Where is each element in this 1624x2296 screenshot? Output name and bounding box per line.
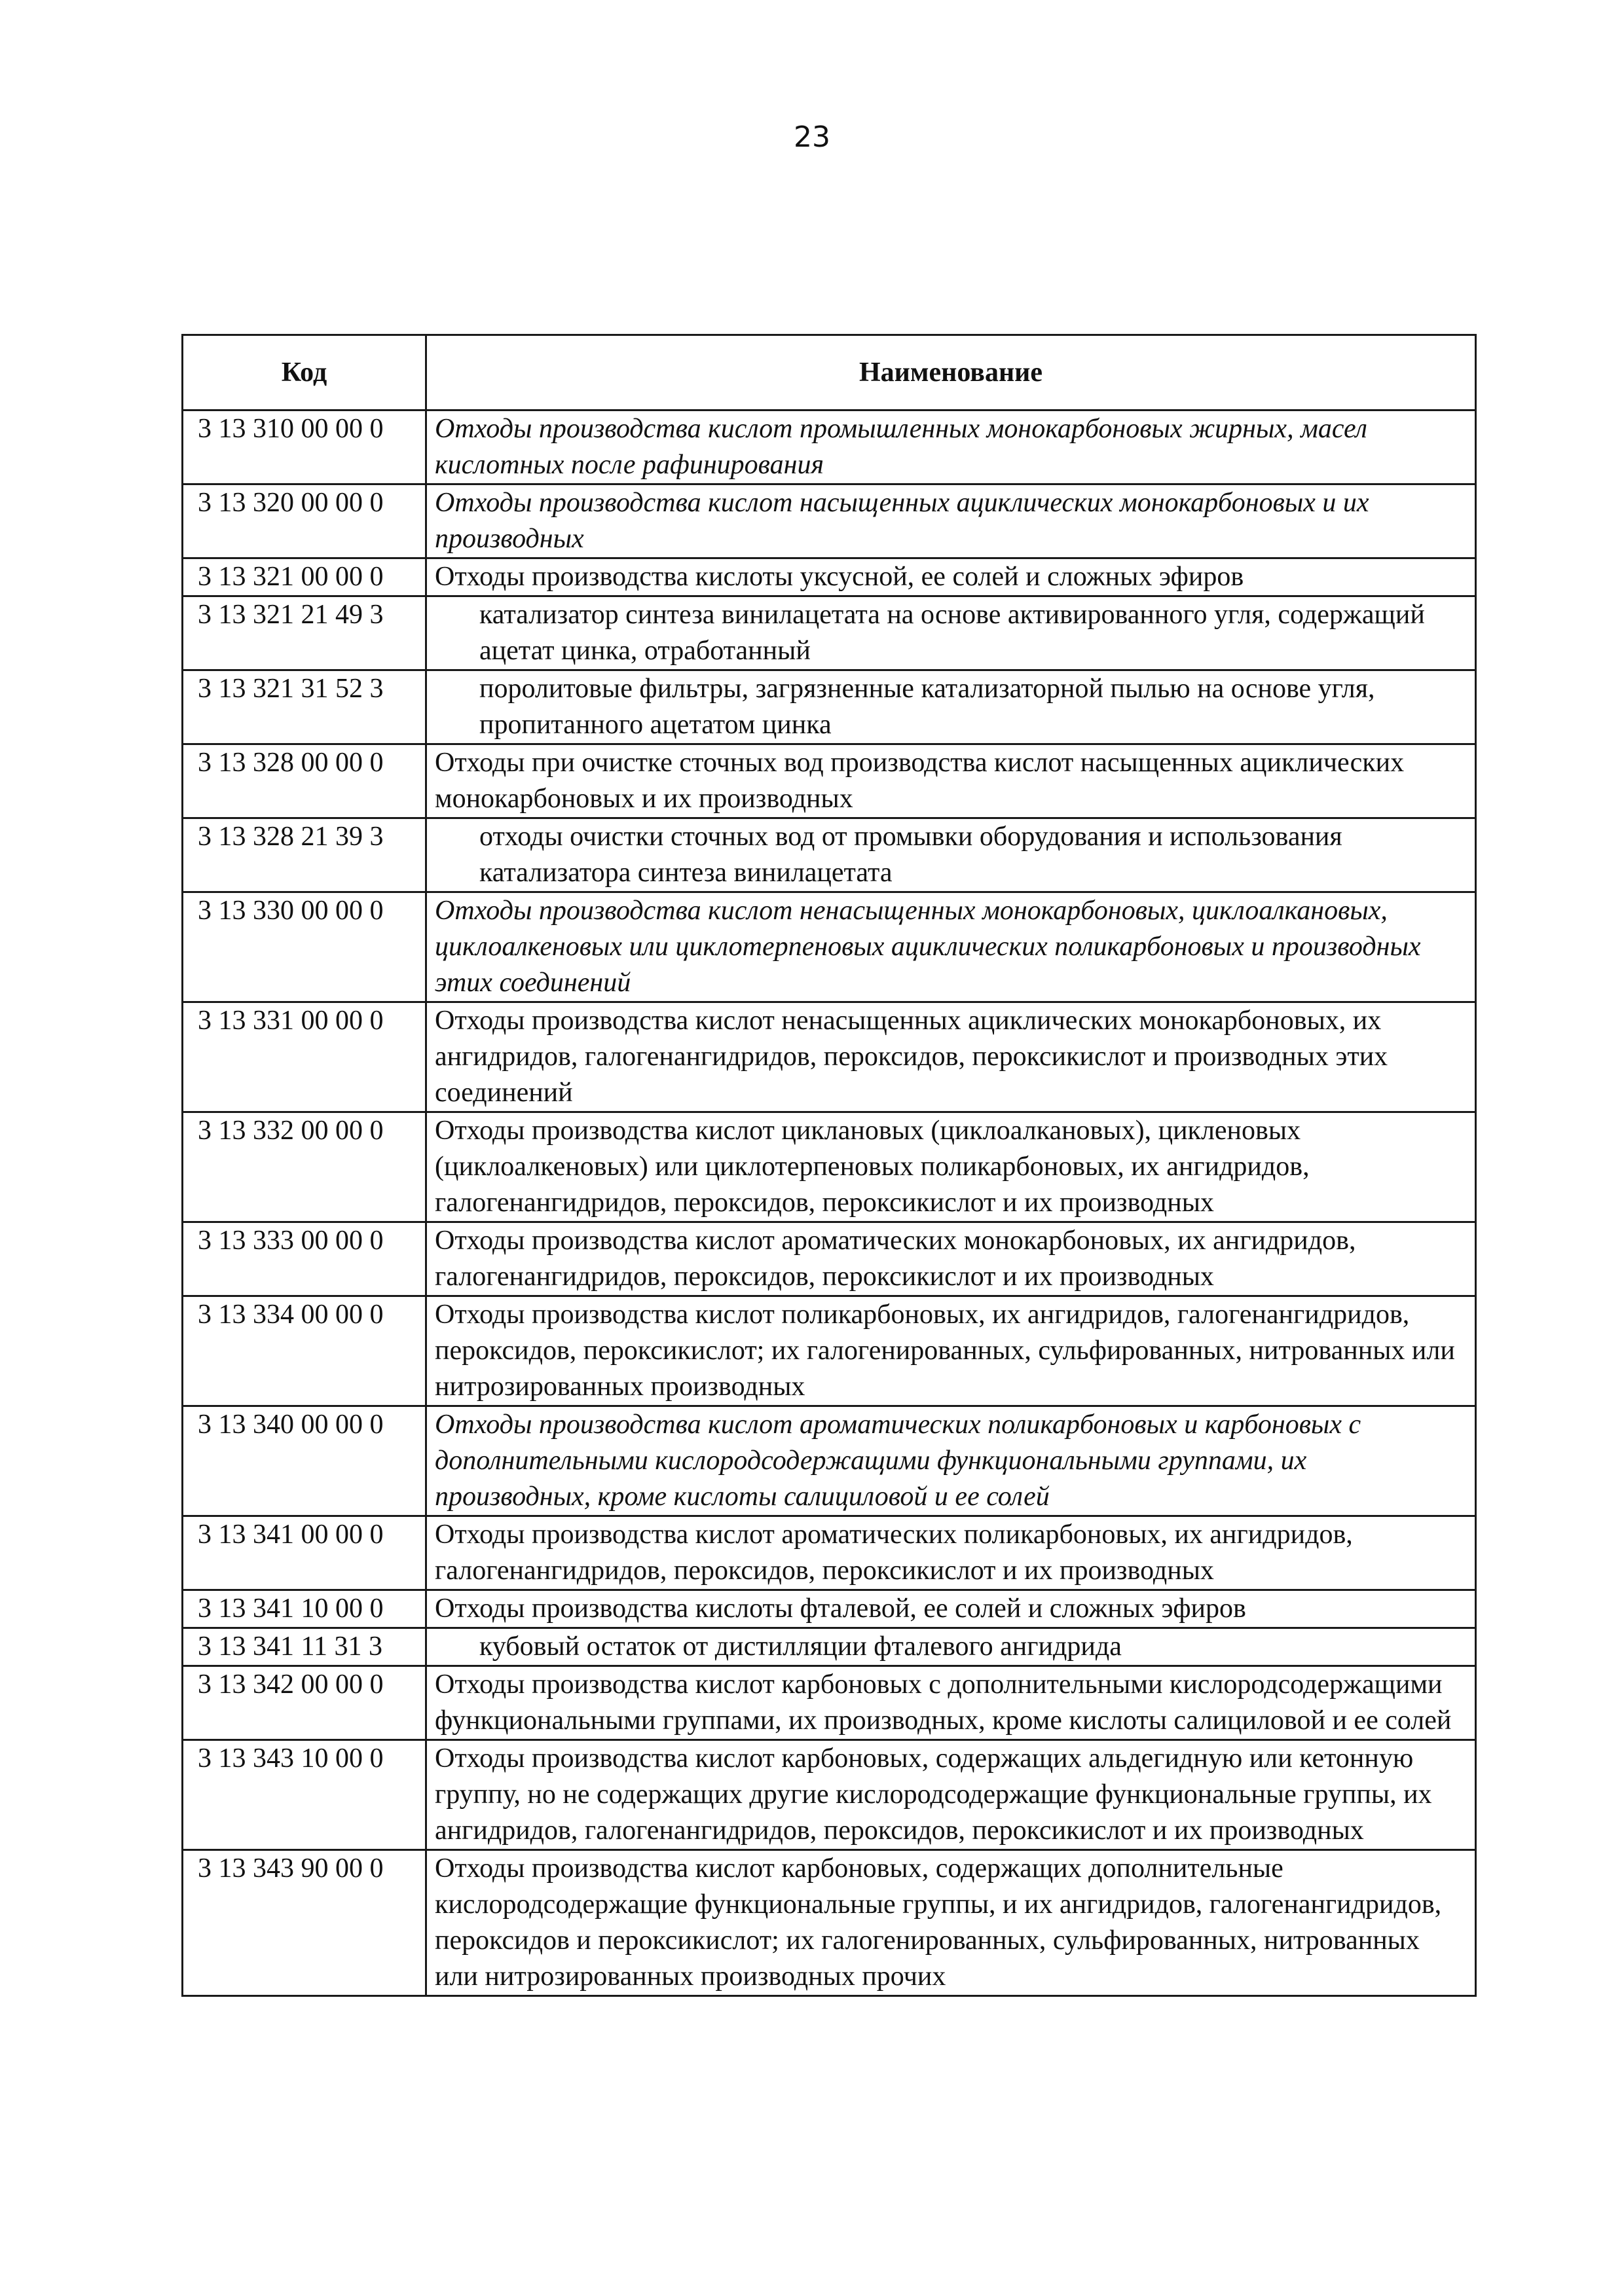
table-row — [183, 1666, 1476, 1740]
table-row — [183, 1590, 1476, 1628]
waste-code-cell: 3 13 343 10 00 0 — [183, 1740, 426, 1850]
waste-name-cell: Отходы производства кислоты фталевой, ее солей и сложных эфиров — [426, 1590, 1476, 1628]
waste-name-cell: Отходы производства кислот карбоновых с дополнительными кислородсодержащими функциональными группами, их производных, кроме кислоты салициловой и ее солей — [426, 1666, 1476, 1740]
table-row — [183, 1406, 1476, 1516]
waste-name-cell: Отходы при очистке сточных вод производства кислот насыщенных ациклических монокарбоновых и их производных — [426, 744, 1476, 818]
waste-code-cell: 3 13 332 00 00 0 — [183, 1112, 426, 1222]
waste-code-cell: 3 13 321 21 49 3 — [183, 596, 426, 670]
table-row — [183, 1222, 1476, 1296]
waste-name-cell: кубовый остаток от дистилляции фталевого ангидрида — [426, 1628, 1476, 1666]
table-row — [183, 744, 1476, 818]
waste-name-cell: Отходы производства кислот ненасыщенных монокарбоновых, циклоалкановых, циклоалкеновых или циклотерпеновых ациклических поликарбоновых и производных этих соединений — [426, 892, 1476, 1002]
waste-name-cell: Отходы производства кислот ненасыщенных ациклических монокарбоновых, их ангидридов, галогенангидридов, пероксидов, пероксикислот и производных этих соединений — [426, 1002, 1476, 1112]
table-row — [183, 558, 1476, 596]
waste-code-cell: 3 13 334 00 00 0 — [183, 1296, 426, 1406]
table-row — [183, 1296, 1476, 1406]
column-header-name: Наименование — [426, 335, 1476, 410]
waste-code-cell: 3 13 341 11 31 3 — [183, 1628, 426, 1666]
table-row — [183, 892, 1476, 1002]
waste-classifier-table — [181, 334, 1477, 1997]
waste-name-cell: Отходы производства кислоты уксусной, ее солей и сложных эфиров — [426, 558, 1476, 596]
table-row — [183, 410, 1476, 484]
waste-name-cell: Отходы производства кислот карбоновых, содержащих альдегидную или кетонную группу, но не содержащих другие кислородсодержащие функциональные группы, их ангидридов, галогенангидридов, пероксидов, пероксикислот и их производных — [426, 1740, 1476, 1850]
table-row — [183, 1740, 1476, 1850]
waste-code-cell: 3 13 328 21 39 3 — [183, 818, 426, 892]
waste-code-cell: 3 13 330 00 00 0 — [183, 892, 426, 1002]
waste-code-cell: 3 13 342 00 00 0 — [183, 1666, 426, 1740]
table-row — [183, 818, 1476, 892]
waste-code-cell: 3 13 321 31 52 3 — [183, 670, 426, 744]
waste-code-cell: 3 13 320 00 00 0 — [183, 484, 426, 558]
waste-name-cell: отходы очистки сточных вод от промывки оборудования и использования катализатора синтеза винилацетата — [426, 818, 1476, 892]
waste-name-cell: катализатор синтеза винилацетата на основе активированного угля, содержащий ацетат цинка, отработанный — [426, 596, 1476, 670]
waste-name-cell: Отходы производства кислот ароматических поликарбоновых и карбоновых с дополнительными кислородсодержащими функциональными группами, их производных, кроме кислоты салициловой и ее солей — [426, 1406, 1476, 1516]
waste-code-cell: 3 13 343 90 00 0 — [183, 1850, 426, 1996]
table-row — [183, 670, 1476, 744]
column-header-code: Код — [183, 335, 426, 410]
table-row — [183, 1112, 1476, 1222]
waste-code-cell: 3 13 333 00 00 0 — [183, 1222, 426, 1296]
waste-name-cell: поролитовые фильтры, загрязненные катализаторной пылью на основе угля, пропитанного ацетатом цинка — [426, 670, 1476, 744]
waste-code-cell: 3 13 341 00 00 0 — [183, 1516, 426, 1590]
waste-code-cell: 3 13 310 00 00 0 — [183, 410, 426, 484]
waste-name-cell: Отходы производства кислот ароматических поликарбоновых, их ангидридов, галогенангидридов, пероксидов, пероксикислот и их производных — [426, 1516, 1476, 1590]
waste-code-cell: 3 13 340 00 00 0 — [183, 1406, 426, 1516]
table-row — [183, 1628, 1476, 1666]
table-row — [183, 596, 1476, 670]
table-row — [183, 484, 1476, 558]
waste-name-cell: Отходы производства кислот циклановых (циклоалкановых), цикленовых (циклоалкеновых) или циклотерпеновых поликарбоновых, их ангидридов, галогенангидридов, пероксидов, пероксикислот и их производных — [426, 1112, 1476, 1222]
table-body — [183, 410, 1476, 1996]
table-row — [183, 1002, 1476, 1112]
waste-name-cell: Отходы производства кислот карбоновых, содержащих дополнительные кислородсодержащие функциональные группы, и их ангидридов, галогенангидридов, пероксидов и пероксикислот; их галогенированных, сульфированных, нитрованных или нитрозированных производных прочих — [426, 1850, 1476, 1996]
table-row — [183, 1516, 1476, 1590]
table-row — [183, 1850, 1476, 1996]
waste-code-cell: 3 13 321 00 00 0 — [183, 558, 426, 596]
waste-name-cell: Отходы производства кислот насыщенных ациклических монокарбоновых и их производных — [426, 484, 1476, 558]
waste-name-cell: Отходы производства кислот поликарбоновых, их ангидридов, галогенангидридов, пероксидов, пероксикислот; их галогенированных, сульфированных, нитрованных или нитрозированных производных — [426, 1296, 1476, 1406]
waste-name-cell: Отходы производства кислот промышленных монокарбоновых жирных, масел кислотных после рафинирования — [426, 410, 1476, 484]
waste-name-cell: Отходы производства кислот ароматических монокарбоновых, их ангидридов, галогенангидридов, пероксидов, пероксикислот и их производных — [426, 1222, 1476, 1296]
page-number: 23 — [794, 120, 830, 154]
waste-code-cell: 3 13 328 00 00 0 — [183, 744, 426, 818]
waste-code-cell: 3 13 341 10 00 0 — [183, 1590, 426, 1628]
waste-code-cell: 3 13 331 00 00 0 — [183, 1002, 426, 1112]
table-header-row — [183, 335, 1476, 410]
